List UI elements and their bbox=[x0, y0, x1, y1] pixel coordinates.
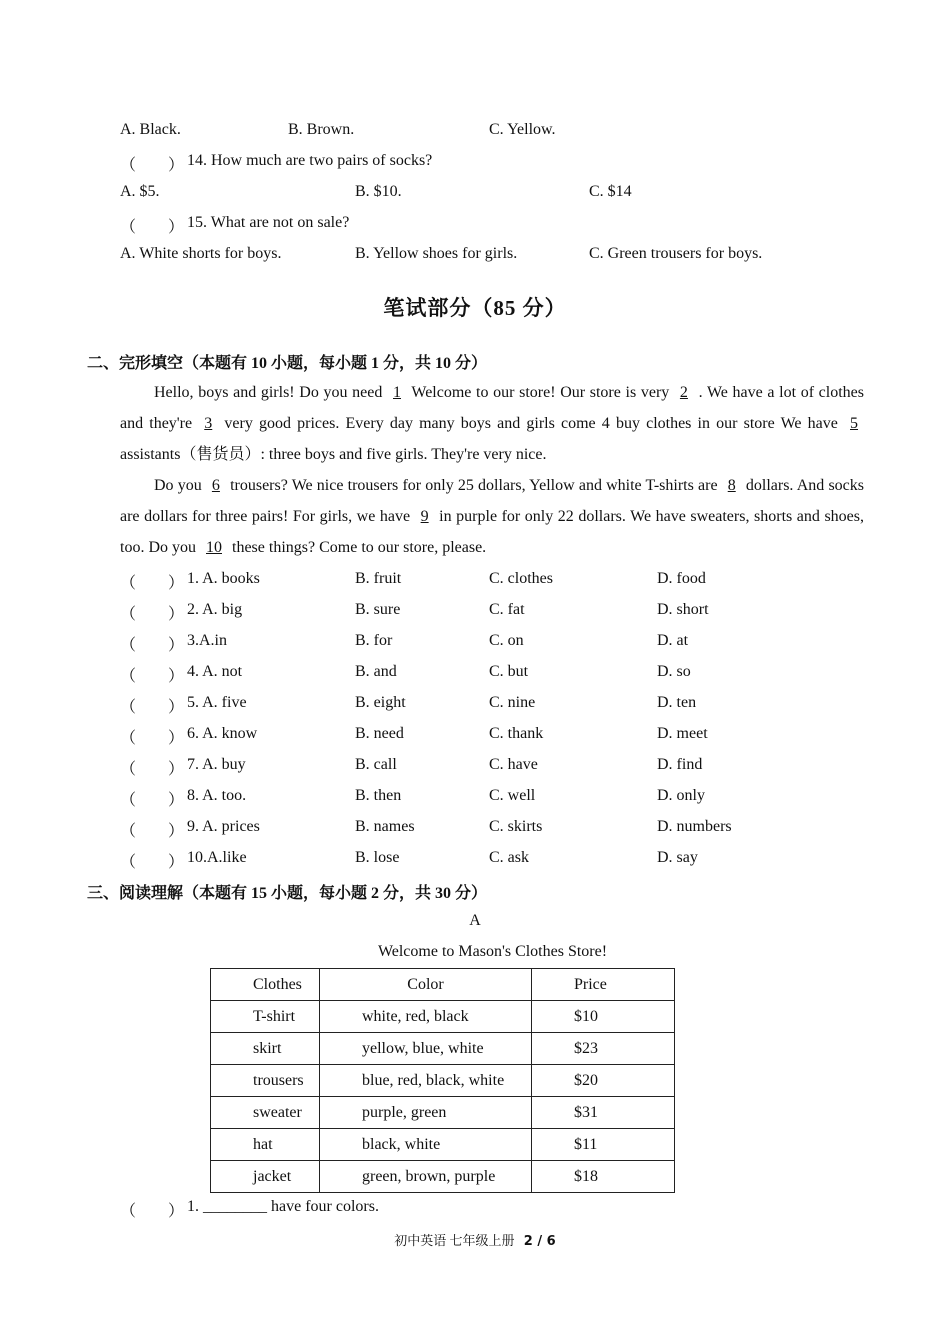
cloze-option-c: C. ask bbox=[489, 849, 529, 866]
header-clothes: Clothes bbox=[211, 969, 320, 1001]
cloze-question-row bbox=[0, 818, 950, 842]
cloze-option-a: 6. A. know bbox=[187, 725, 258, 742]
cloze-option-b: B. names bbox=[355, 818, 415, 835]
cloze-option-b: B. fruit bbox=[355, 570, 402, 587]
blank-1: 1 bbox=[393, 384, 401, 401]
cloze-option-a: 3.A.in bbox=[187, 632, 227, 649]
cloze-option-d: D. short bbox=[657, 601, 709, 618]
q14-option-a: A. $5. bbox=[120, 183, 160, 200]
cell-price: $18 bbox=[532, 1161, 675, 1193]
cloze-option-a: 2. A. big bbox=[187, 601, 243, 618]
cloze-option-c: C. nine bbox=[489, 694, 536, 711]
blank-5: 5 bbox=[850, 415, 859, 432]
q15-question-row bbox=[0, 214, 950, 238]
cell-clothes: hat bbox=[211, 1129, 320, 1161]
cloze-option-a: 4. A. not bbox=[187, 663, 243, 680]
cloze-heading: 二、完形填空（本题有 10 小题，每小题 1 分，共 10 分） bbox=[87, 355, 488, 372]
blank-8: 8 bbox=[727, 477, 736, 494]
q14-question-row bbox=[0, 152, 950, 176]
cell-color: black, white bbox=[320, 1129, 532, 1161]
answer-paren: （ ） bbox=[120, 1203, 185, 1220]
cloze-option-c: C. well bbox=[489, 787, 536, 804]
q14-options-row bbox=[0, 183, 950, 207]
blank-9: 9 bbox=[420, 508, 429, 525]
cloze-option-d: D. numbers bbox=[657, 818, 732, 835]
q15-option-b: B. Yellow shoes for girls. bbox=[355, 245, 518, 262]
cloze-option-c: C. skirts bbox=[489, 818, 543, 835]
reading-q1-row bbox=[0, 1198, 950, 1222]
blank-3: 3 bbox=[204, 415, 213, 432]
table-row bbox=[211, 1129, 675, 1161]
blank-2: 2 bbox=[679, 384, 688, 401]
blank-10: 10 bbox=[206, 539, 222, 556]
cloze-option-c: C. thank bbox=[489, 725, 544, 742]
q15-question: 15. What are not on sale? bbox=[187, 214, 350, 231]
cloze-option-d: D. only bbox=[657, 787, 705, 804]
answer-paren: （ ） bbox=[120, 606, 185, 623]
cloze-option-d: D. food bbox=[657, 570, 706, 587]
answer-paren: （ ） bbox=[120, 668, 185, 685]
answer-paren: （ ） bbox=[120, 637, 185, 654]
q14-question: 14. How much are two pairs of socks? bbox=[187, 152, 433, 169]
cloze-option-b: B. for bbox=[355, 632, 393, 649]
q13-option-a: A. Black. bbox=[120, 121, 181, 138]
cloze-option-a: 7. A. buy bbox=[187, 756, 246, 773]
cloze-option-b: B. eight bbox=[355, 694, 406, 711]
cloze-paragraph-1: Hello, boys and girls! Do you need 1 Welcome to our store! Our store is very 2 . We have a lot of clothes and they're 3 very good prices. Every day many boys and girls come 4 buy clothes in our store We have 5 assistants（售货员）: three boys and five girls. They're very nice. bbox=[120, 384, 864, 463]
answer-paren: （ ） bbox=[120, 699, 185, 716]
cloze-option-a: 9. A. prices bbox=[187, 818, 260, 835]
cloze-option-c: C. but bbox=[489, 663, 529, 680]
cloze-option-a: 1. A. books bbox=[187, 570, 260, 587]
cell-clothes: T-shirt bbox=[211, 1001, 320, 1033]
q13-option-b: B. Brown. bbox=[288, 121, 355, 138]
cloze-question-row bbox=[0, 601, 950, 625]
answer-paren: （ ） bbox=[120, 823, 185, 840]
cloze-option-b: B. then bbox=[355, 787, 402, 804]
q15-option-c: C. Green trousers for boys. bbox=[589, 245, 763, 262]
page-footer: 初中英语 七年级上册 2 / 6 bbox=[394, 1233, 556, 1249]
cloze-option-a: 8. A. too. bbox=[187, 787, 247, 804]
cloze-question-row bbox=[0, 849, 950, 873]
q13-options-row bbox=[0, 121, 950, 145]
cloze-option-d: D. at bbox=[657, 632, 689, 649]
reading-heading: 三、阅读理解（本题有 15 小题，每小题 2 分，共 30 分） bbox=[87, 885, 488, 902]
cell-price: $11 bbox=[532, 1129, 675, 1161]
cloze-paragraph-2: Do you 6 trousers? We nice trousers for only 25 dollars, Yellow and white T-shirts are 8 dollars. And socks are dollars for three pairs! For girls, we have 9 in purple for only 22 dollars. We have sweaters, shorts and shoes, too. Do you 10 these things? Come to our store, please. bbox=[120, 477, 864, 556]
cloze-option-d: D. say bbox=[657, 849, 698, 866]
cloze-question-row bbox=[0, 694, 950, 718]
cloze-option-c: C. clothes bbox=[489, 570, 553, 587]
table-row bbox=[211, 1097, 675, 1129]
cell-color: yellow, blue, white bbox=[320, 1033, 532, 1065]
blank-6: 6 bbox=[211, 477, 220, 494]
cell-clothes: trousers bbox=[211, 1065, 320, 1097]
reading-q1-text: 1. ________ have four colors. bbox=[187, 1198, 379, 1215]
answer-paren: （ ） bbox=[120, 761, 185, 778]
cloze-option-c: C. on bbox=[489, 632, 524, 649]
cell-price: $20 bbox=[532, 1065, 675, 1097]
header-price: Price bbox=[532, 969, 675, 1001]
cloze-option-a: 10.A.like bbox=[187, 849, 247, 866]
table-header-row bbox=[211, 969, 675, 1001]
footer-page-number: 2 bbox=[523, 1234, 533, 1249]
store-title: Welcome to Mason's Clothes Store! bbox=[377, 943, 608, 960]
cloze-question-row bbox=[0, 663, 950, 687]
cell-price: $23 bbox=[532, 1033, 675, 1065]
footer-page-total: 6 bbox=[546, 1234, 556, 1249]
cloze-option-d: D. meet bbox=[657, 725, 708, 742]
cell-price: $31 bbox=[532, 1097, 675, 1129]
cell-clothes: jacket bbox=[211, 1161, 320, 1193]
cloze-option-b: B. lose bbox=[355, 849, 400, 866]
answer-paren: （ ） bbox=[120, 792, 185, 809]
table-row bbox=[211, 1001, 675, 1033]
written-section-title: 笔试部分（85 分） bbox=[383, 296, 567, 320]
cell-clothes: sweater bbox=[211, 1097, 320, 1129]
cloze-option-b: B. need bbox=[355, 725, 404, 742]
cell-color: green, brown, purple bbox=[320, 1161, 532, 1193]
q14-option-c: C. $14 bbox=[589, 183, 632, 200]
cell-color: blue, red, black, white bbox=[320, 1065, 532, 1097]
answer-paren: （ ） bbox=[120, 157, 185, 174]
cloze-option-c: C. have bbox=[489, 756, 538, 773]
cloze-option-d: D. find bbox=[657, 756, 703, 773]
cloze-question-row bbox=[0, 725, 950, 749]
q14-option-b: B. $10. bbox=[355, 183, 402, 200]
answer-paren: （ ） bbox=[120, 219, 185, 236]
answer-paren: （ ） bbox=[120, 854, 185, 871]
table-row bbox=[211, 1065, 675, 1097]
cloze-option-a: 5. A. five bbox=[187, 694, 247, 711]
table-row bbox=[211, 1161, 675, 1193]
answer-paren: （ ） bbox=[120, 575, 185, 592]
answer-paren: （ ） bbox=[120, 730, 185, 747]
clothes-price-table bbox=[210, 968, 675, 1193]
cell-clothes: skirt bbox=[211, 1033, 320, 1065]
cloze-option-b: B. sure bbox=[355, 601, 401, 618]
cell-color: white, red, black bbox=[320, 1001, 532, 1033]
cloze-question-row bbox=[0, 570, 950, 594]
cloze-question-row bbox=[0, 787, 950, 811]
cloze-question-row bbox=[0, 756, 950, 780]
cloze-option-d: D. so bbox=[657, 663, 691, 680]
q15-options-row bbox=[0, 245, 950, 269]
q13-option-c: C. Yellow. bbox=[489, 121, 556, 138]
cloze-option-c: C. fat bbox=[489, 601, 525, 618]
cell-price: $10 bbox=[532, 1001, 675, 1033]
cloze-option-d: D. ten bbox=[657, 694, 697, 711]
q15-option-a: A. White shorts for boys. bbox=[120, 245, 282, 262]
cloze-option-b: B. and bbox=[355, 663, 397, 680]
cloze-option-b: B. call bbox=[355, 756, 397, 773]
footer-subject: 初中英语 七年级上册 bbox=[394, 1233, 515, 1248]
passage-label: A bbox=[469, 912, 481, 929]
cloze-question-row bbox=[0, 632, 950, 656]
header-color: Color bbox=[320, 969, 532, 1001]
cell-color: purple, green bbox=[320, 1097, 532, 1129]
table-row bbox=[211, 1033, 675, 1065]
